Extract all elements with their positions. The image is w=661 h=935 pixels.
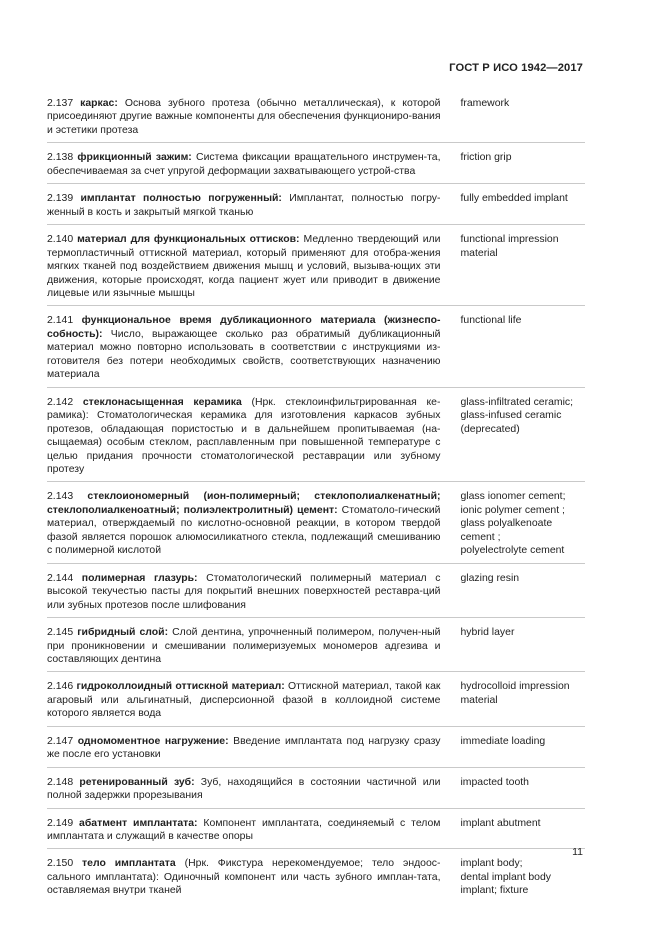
entry-russian-text xyxy=(47,735,440,762)
entry-term: абатмент имплантата: xyxy=(79,817,198,829)
entry-deprecated-note: (Нрк. стеклоинфильтрированная ке-рамика) xyxy=(47,396,441,422)
entry-number: 2.146 xyxy=(47,681,74,693)
glossary-entry xyxy=(47,678,585,726)
entry-definition: Оттискной материал, такой как агаровый или альгинатный, дисперсионной фазой в коллоидной системе которого является вода xyxy=(47,681,441,720)
entry-number: 2.149 xyxy=(47,817,74,829)
english-term-line: material xyxy=(460,694,498,706)
entry-number: 2.143 xyxy=(47,491,74,503)
english-term-line: glazing resin xyxy=(460,572,520,584)
entry-number: 2.144 xyxy=(47,572,74,584)
entry-term: материал для функциональных оттисков: xyxy=(77,234,300,246)
entry-russian-text xyxy=(47,572,440,612)
english-term-line: ionic polymer cement ; xyxy=(460,504,565,516)
entry-russian-text xyxy=(47,97,440,137)
entry-english-term xyxy=(460,192,585,219)
entry-number: 2.148 xyxy=(47,776,74,788)
entry-english-term xyxy=(460,97,585,137)
entry-english-term xyxy=(460,151,585,178)
entry-russian-text xyxy=(47,314,440,381)
entry-deprecated-note: (Нрк. Фикстура нерекомендуемое; тело эндоос-сального имплантата) xyxy=(47,858,441,883)
glossary-entry xyxy=(47,231,585,306)
entry-definition: : Стоматологическая керамика для изготовления каркасов зубных протезов, обладающая пористостью и в дальнейшем пропитываемая (на-сыщаемая) особым стеклом, расплавленным при повышенной температуре с целью придания прочности стоматологической реставрации или зубному протезу xyxy=(47,410,441,475)
entry-definition: Слой дентина, упрочненный полимером, получен-ный при проникновении и смешивании полимеризуемых мономеров адгезива и составляющих дентина xyxy=(47,627,441,665)
entry-definition: Компонент имплантата, соединяемый с телом имплантата и служащий в качестве опоры xyxy=(47,817,441,843)
english-term-line: implant body; xyxy=(460,858,523,870)
entry-english-term xyxy=(460,396,585,477)
entry-term: функциональное время дубликационного материала (жизнеспо-собность): xyxy=(47,315,441,340)
glossary-entry xyxy=(47,624,585,672)
entry-russian-text xyxy=(47,857,440,897)
entry-term: стеклонасыщенная керамика xyxy=(82,396,242,408)
entry-definition: Введение имплантата под нагрузку сразу же после его установки xyxy=(47,735,441,761)
english-term-line: material xyxy=(460,247,498,259)
document-header: ГОСТ Р ИСО 1942—2017 xyxy=(449,62,583,74)
english-term-line: fully embedded implant xyxy=(460,193,568,205)
entry-term: ретенированный зуб: xyxy=(79,776,195,788)
english-term-line: glass-infiltrated ceramic; xyxy=(460,396,574,408)
entry-number: 2.142 xyxy=(47,396,74,408)
entry-russian-text xyxy=(47,817,440,844)
english-term-line: framework xyxy=(460,98,510,109)
entry-definition: : Одиночный компонент или часть зубного имплан-тата, оставляемая внутри тканей xyxy=(47,871,441,897)
entry-term: тело имплантата xyxy=(82,858,176,870)
entry-russian-text xyxy=(47,776,440,803)
english-term-line: hydrocolloid impression xyxy=(460,681,570,693)
entry-term: гидроколлоидный оттискной материал: xyxy=(76,681,285,693)
english-term-line: functional life xyxy=(460,315,522,327)
entry-definition: Система фиксации вращательного инструмен-та, обеспечиваемая за счет упругой деформации захватывающего устрой-ства xyxy=(47,152,441,177)
entry-russian-text xyxy=(47,490,440,557)
english-term-line: immediate loading xyxy=(460,735,546,747)
glossary-entry xyxy=(47,190,585,225)
entry-number: 2.145 xyxy=(47,627,74,639)
entry-russian-text xyxy=(47,233,440,300)
entry-english-term xyxy=(460,680,585,720)
english-term-line: hybrid layer xyxy=(460,627,515,639)
entry-english-term xyxy=(460,817,585,844)
glossary-entry xyxy=(47,570,585,618)
glossary-entry xyxy=(47,855,585,902)
entry-definition: Стоматологический полимерный материал с высокой текучестью пасты для покрытий внешних поверхностей реставра-ций или зубных протезов после шлифования xyxy=(47,572,441,611)
entry-russian-text xyxy=(47,192,440,219)
english-term-line: friction grip xyxy=(460,152,512,164)
english-term-line: glass polyalkenoate xyxy=(460,518,553,530)
entry-russian-text xyxy=(47,626,440,666)
entry-english-term xyxy=(460,572,585,612)
entry-definition: Основа зубного протеза (обычно металлическая), к которой присоединяют другие важные компоненты для обеспечения функциониро-вания и эстетики протеза xyxy=(47,98,441,136)
entry-russian-text xyxy=(47,680,440,720)
glossary-entry xyxy=(47,95,585,143)
entry-number: 2.141 xyxy=(47,315,74,327)
entry-term: стеклоиономерный (ион-полимерный; стеклополиалкенатный; стеклополиалкеноатный; полиэлектролитный) цемент: xyxy=(47,491,441,516)
entry-number: 2.138 xyxy=(47,152,74,164)
glossary-entry xyxy=(47,774,585,809)
entry-definition: Стоматоло-гический материал, отверждаемый по кислотно-основной реакции, в котором твердой фазой является порошок алюмосиликатного стекла, подлежащий смешиванию с полимерной кислотой xyxy=(47,504,441,557)
glossary-entry xyxy=(47,815,585,850)
glossary-entry xyxy=(47,312,585,387)
entry-english-term xyxy=(460,857,585,897)
english-term-line: glass-infused ceramic xyxy=(460,410,562,422)
entry-definition: Зуб, находящийся в состоянии частичной или полной задержки прорезывания xyxy=(47,776,441,802)
entry-english-term xyxy=(460,314,585,381)
english-term-line: implant; fixture xyxy=(460,885,529,897)
glossary-list xyxy=(47,95,585,909)
entry-term: одномоментное нагружение: xyxy=(77,735,229,747)
entry-term: фрикционный зажим: xyxy=(77,152,192,164)
entry-number: 2.137 xyxy=(47,98,74,109)
entry-definition: Число, выражающее сколько раз обратимый дубликационный материал можно повторно использовать в соответствии с инструкциями из-готовителя без потери необходимых свойств, соответствующих назначению материала xyxy=(47,328,441,381)
glossary-entry xyxy=(47,394,585,483)
entry-number: 2.139 xyxy=(47,193,74,205)
english-term-line: cement ; xyxy=(460,531,501,543)
english-term-line: glass ionomer cement; xyxy=(460,491,566,503)
english-term-line: implant abutment xyxy=(460,817,541,829)
entry-term: каркас: xyxy=(80,98,118,109)
entry-english-term xyxy=(460,776,585,803)
page-number: 11 xyxy=(572,846,583,858)
glossary-entry xyxy=(47,733,585,768)
glossary-entry xyxy=(47,149,585,184)
english-term-line: polyelectrolyte cement xyxy=(460,545,565,557)
entry-term: полимерная глазурь: xyxy=(81,572,198,584)
entry-russian-text xyxy=(47,151,440,178)
entry-number: 2.150 xyxy=(47,858,74,870)
entry-number: 2.140 xyxy=(47,234,74,246)
english-term-line: (deprecated) xyxy=(460,423,520,435)
english-term-line: dental implant body xyxy=(460,871,552,883)
entry-english-term xyxy=(460,233,585,300)
entry-definition: Имплантат, полностью погру-женный в кость и закрытый мягкой тканью xyxy=(47,193,441,218)
entry-russian-text xyxy=(47,396,440,477)
entry-english-term xyxy=(460,490,585,557)
entry-term: гибридный слой: xyxy=(77,627,169,639)
entry-definition: Медленно твердеющий или термопластичный оттискной материал, который применяют для отобра-жения мягких тканей под воздействием движения мышц и условий, вызыва-ющих эти движения, которые происходят, когда пациент жует или приводит в движение лицевые или язычные мышцы xyxy=(47,234,441,299)
glossary-entry xyxy=(47,488,585,563)
entry-number: 2.147 xyxy=(47,735,74,747)
entry-term: имплантат полностью погруженный: xyxy=(80,193,282,205)
entry-english-term xyxy=(460,735,585,762)
english-term-line: functional impression xyxy=(460,234,559,246)
english-term-line: impacted tooth xyxy=(460,776,529,788)
entry-english-term xyxy=(460,626,585,666)
